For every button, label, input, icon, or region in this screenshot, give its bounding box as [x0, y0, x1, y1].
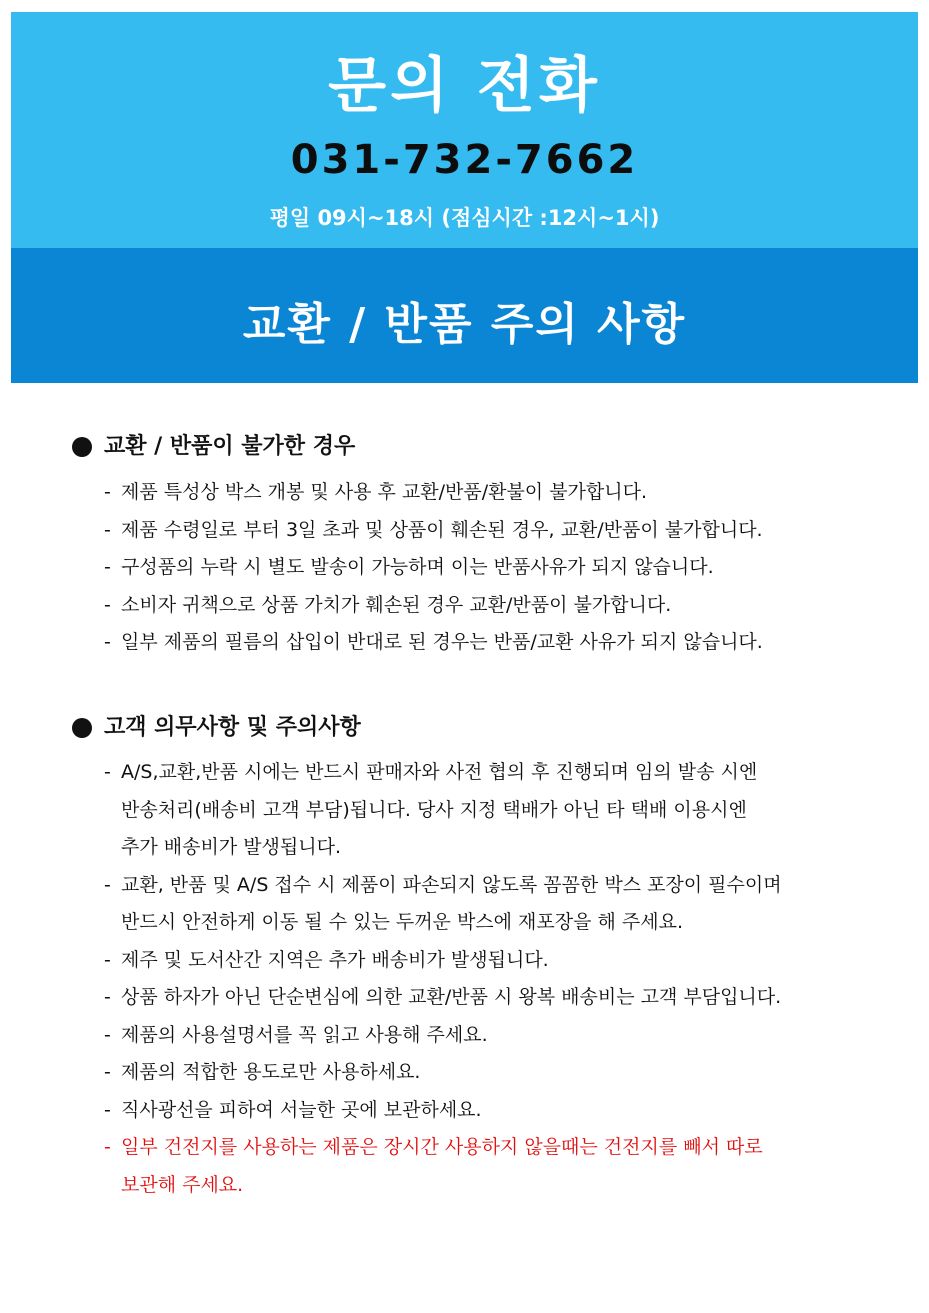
list-item: - 상품 하자가 아닌 단순변심에 의한 교환/반품 시 왕복 배송비는 고객 부담입니다.	[104, 986, 782, 1008]
section-heading-return-not-allowed	[72, 432, 355, 462]
customer-obligations-list	[104, 754, 884, 1204]
list-item: - 제품 수령일로 부터 3일 초과 및 상품이 훼손된 경우, 교환/반품이 불가합니다.	[104, 518, 763, 541]
list-item: - A/S,교환,반품 시에는 반드시 판매자와 사전 협의 후 진행되며 임의 발송 시엔 반송처리(배송비 고객 부담)됩니다. 당사 지정 택배가 아닌 타 택배 이용시엔 추가 배송비가 발생됩니다.	[104, 761, 758, 858]
notice-title: 교환 / 반품 주의 사항	[242, 299, 687, 350]
list-item: - 교환, 반품 및 A/S 접수 시 제품이 파손되지 않도록 꼼꼼한 박스 포장이 필수이며 반드시 안전하게 이동 될 수 있는 두꺼운 박스에 재포장을 해 주세요.	[104, 873, 782, 933]
notice-banner	[11, 248, 918, 383]
list-item: - 제품 특성상 박스 개봉 및 사용 후 교환/반품/환불이 불가합니다.	[104, 481, 648, 503]
list-item-highlight: - 일부 건전지를 사용하는 제품은 장시간 사용하지 않을때는 건전지를 빼서 따로 보관해 주세요.	[104, 1136, 763, 1196]
section-heading-customer-obligations	[72, 713, 361, 743]
list-item: - 소비자 귀책으로 상품 가치가 훼손된 경우 교환/반품이 불가합니다.	[104, 593, 672, 616]
contact-title: 문의 전화	[328, 51, 601, 121]
contact-header	[11, 12, 918, 383]
list-item: - 구성품의 누락 시 별도 발송이 가능하며 이는 반품사유가 되지 않습니다.	[104, 556, 714, 578]
section-title: 고객 의무사항 및 주의사항	[104, 715, 361, 740]
list-item: - 제품의 사용설명서를 꼭 읽고 사용해 주세요.	[104, 1023, 488, 1046]
list-item: - 직사광선을 피하여 서늘한 곳에 보관하세요.	[104, 1098, 482, 1121]
business-hours: 평일 09시~18시 (점심시간 :12시~1시)	[269, 206, 660, 230]
return-not-allowed-list	[104, 474, 884, 662]
list-item: - 제품의 적합한 용도로만 사용하세요.	[104, 1061, 421, 1083]
list-item: - 일부 제품의 필름의 삽입이 반대로 된 경우는 반품/교환 사유가 되지 않습니다.	[104, 631, 763, 653]
phone-number[interactable]: 031-732-7662	[290, 137, 639, 183]
filled-circle-bullet-icon	[72, 718, 92, 738]
filled-circle-bullet-icon	[72, 437, 92, 457]
list-item: - 제주 및 도서산간 지역은 추가 배송비가 발생됩니다.	[104, 948, 549, 971]
contact-banner	[11, 12, 918, 248]
section-title: 교환 / 반품이 불가한 경우	[104, 434, 356, 459]
